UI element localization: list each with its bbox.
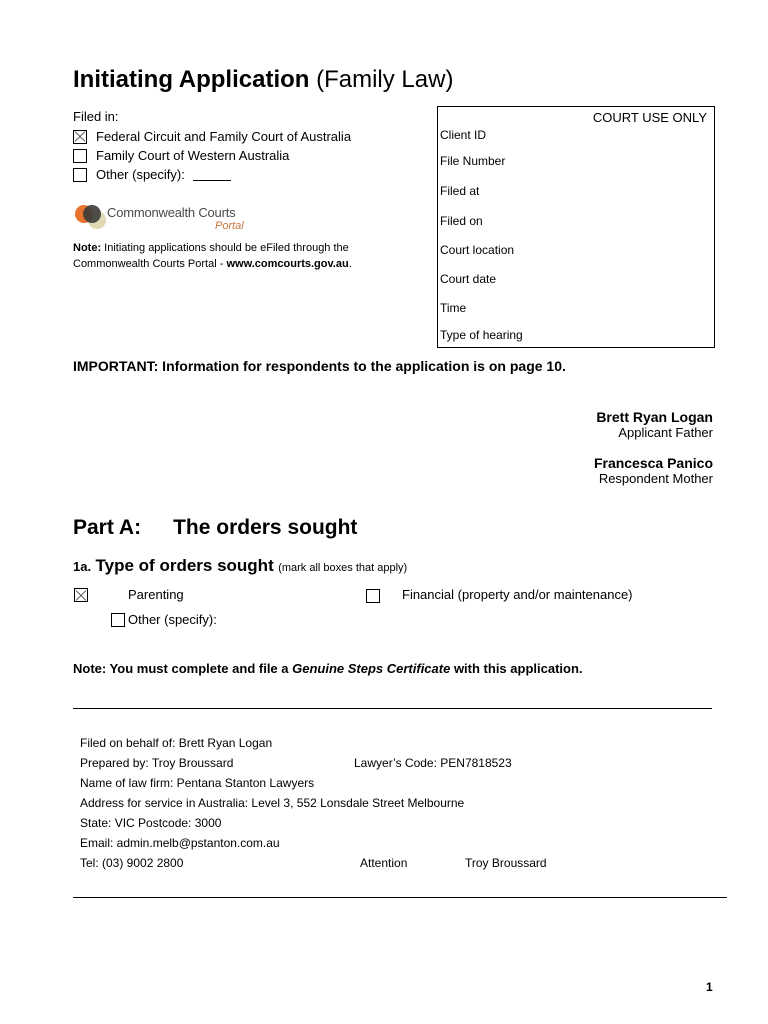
logo-text-commonwealth-courts: Commonwealth Courts xyxy=(107,205,236,220)
option-label: Federal Circuit and Family Court of Australia xyxy=(96,129,352,144)
address-for-service: Address for service in Australia: Level 3, 552 Lonsdale Street Melbourne xyxy=(80,796,465,810)
law-firm-name: Name of law firm: Pentana Stanton Lawyers xyxy=(80,776,315,790)
filed-on-behalf: Filed on behalf of: Brett Ryan Logan xyxy=(80,736,273,750)
prepared-by: Prepared by: Troy Broussard xyxy=(80,756,234,770)
important-notice: IMPORTANT: Information for respondents to the application is on page 10. xyxy=(73,358,566,374)
checkbox-financial[interactable] xyxy=(366,589,380,603)
note-suffix: . xyxy=(348,258,352,270)
applicant-role: Applicant Father xyxy=(618,425,713,440)
field-type-of-hearing: Type of hearing xyxy=(440,328,523,342)
title-bold: Initiating Application xyxy=(73,66,310,93)
other-specify-line[interactable] xyxy=(193,168,231,181)
checkbox-other-court[interactable] xyxy=(73,168,87,182)
checkbox-other-orders[interactable] xyxy=(111,613,125,627)
note2-suffix: with this application. xyxy=(450,661,583,676)
part-a-label: Part A: xyxy=(73,516,142,539)
attention-name: Troy Broussard xyxy=(465,856,547,870)
page-number: 1 xyxy=(706,980,713,994)
telephone: Tel: (03) 9002 2800 xyxy=(80,856,184,870)
divider-bottom xyxy=(73,897,727,898)
attention-label: Attention xyxy=(360,856,408,870)
state-postcode: State: VIC Postcode: 3000 xyxy=(80,816,222,830)
respondent-name: Francesca Panico xyxy=(593,455,713,471)
option-other-label: Other (specify): xyxy=(128,612,217,627)
checkbox-parenting[interactable] xyxy=(74,588,88,602)
question-number: 1a. xyxy=(73,559,92,574)
question-hint: (mark all boxes that apply) xyxy=(278,562,408,574)
field-client-id: Client ID xyxy=(440,128,487,142)
option-label: Family Court of Western Australia xyxy=(96,148,290,163)
divider-top xyxy=(73,708,712,709)
question-1a-heading xyxy=(73,556,407,576)
filed-in-label: Filed in: xyxy=(73,109,119,124)
field-court-date: Court date xyxy=(440,272,497,286)
option-label: Other (specify): xyxy=(96,167,185,182)
court-use-only-box xyxy=(437,106,715,348)
field-filed-at: Filed at xyxy=(440,184,480,198)
filed-in-option-wa[interactable] xyxy=(73,148,289,163)
court-use-heading: COURT USE ONLY xyxy=(592,110,707,125)
title-subtitle: (Family Law) xyxy=(316,66,454,93)
filed-in-option-other[interactable] xyxy=(73,167,231,182)
field-time: Time xyxy=(440,301,467,315)
part-a-heading xyxy=(73,516,357,540)
part-a-title: The orders sought xyxy=(173,516,358,539)
email: Email: admin.melb@pstanton.com.au xyxy=(80,836,280,850)
note2-prefix: Note: You must complete and file a xyxy=(73,661,293,676)
note-prefix: Note: xyxy=(73,242,102,254)
logo-text-portal: Portal xyxy=(215,220,244,232)
comcourts-link[interactable]: www.comcourts.gov.au xyxy=(226,258,349,270)
option-financial-label: Financial (property and/or maintenance) xyxy=(402,587,633,602)
field-file-number: File Number xyxy=(440,154,506,168)
option-parenting-label: Parenting xyxy=(128,587,184,602)
note2-italic: Genuine Steps Certificate xyxy=(292,661,451,676)
applicant-name: Brett Ryan Logan xyxy=(596,409,713,425)
lawyers-code: Lawyer’s Code: PEN7818523 xyxy=(354,756,512,770)
question-title: Type of orders sought xyxy=(95,556,274,575)
field-court-location: Court location xyxy=(440,243,515,257)
field-filed-on: Filed on xyxy=(440,214,483,228)
checkbox-federal-court[interactable] xyxy=(73,130,87,144)
document-title xyxy=(73,66,453,94)
party-applicant xyxy=(596,409,713,440)
respondent-role: Respondent Mother xyxy=(598,471,713,486)
checkbox-family-court-wa[interactable] xyxy=(73,149,87,163)
filed-in-option-federal[interactable] xyxy=(73,129,351,144)
party-respondent xyxy=(594,455,713,486)
note-text: Initiating applications should be eFiled through the Commonwealth Courts Portal - xyxy=(73,242,349,270)
genuine-steps-note xyxy=(73,661,583,676)
efiling-note xyxy=(73,240,393,272)
